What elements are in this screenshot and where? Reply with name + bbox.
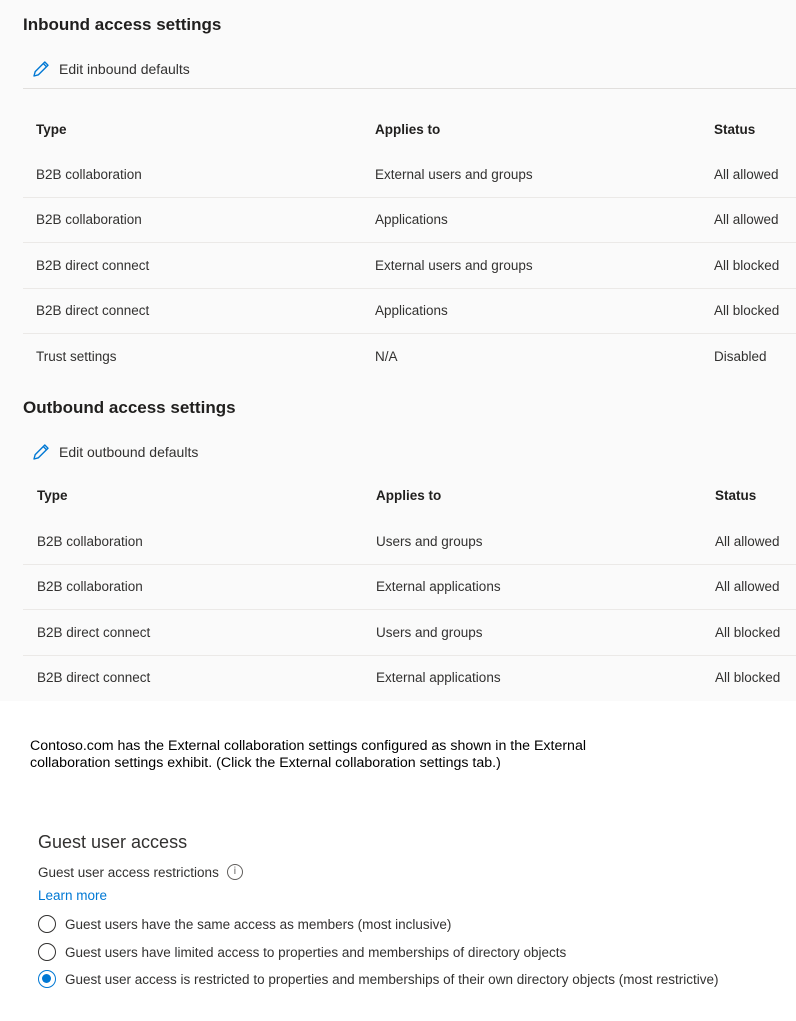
row-type: B2B collaboration (36, 167, 142, 182)
row-type: B2B direct connect (37, 670, 151, 685)
row-applies-to: Users and groups (376, 625, 483, 640)
column-header-type: Type (37, 488, 68, 503)
column-header-type: Type (36, 122, 67, 137)
column-header-applies-to: Applies to (376, 488, 442, 503)
exhibit-note: Contoso.com has the External collaboration settings configured as shown in the External collaboration settings exhibit. (Click the External collaboration settings tab.) (30, 738, 586, 771)
row-status: All blocked (714, 303, 780, 318)
info-icon[interactable]: i (227, 864, 243, 880)
table-row (23, 243, 796, 289)
pencil-icon (31, 442, 51, 462)
guest-access-restrictions-label: Guest user access restrictions (38, 864, 219, 880)
inbound-section-title: Inbound access settings (23, 15, 222, 34)
row-type: B2B direct connect (36, 303, 150, 318)
edit-outbound-label: Edit outbound defaults (59, 444, 199, 460)
table-row (23, 288, 796, 334)
row-type: B2B collaboration (37, 579, 143, 594)
row-status: All allowed (714, 212, 779, 227)
radio-button-selected[interactable] (38, 970, 56, 988)
row-applies-to: Applications (375, 212, 448, 227)
row-applies-to: External applications (376, 670, 501, 685)
row-status: All allowed (715, 579, 780, 594)
row-status: All blocked (715, 670, 781, 685)
divider (23, 88, 796, 89)
column-header-status: Status (715, 488, 757, 503)
learn-more-link[interactable]: Learn more (38, 888, 108, 903)
table-row (23, 152, 796, 198)
edit-inbound-label: Edit inbound defaults (59, 61, 190, 77)
row-applies-to: External users and groups (375, 167, 533, 182)
outbound-table-header (23, 473, 796, 518)
row-status: All blocked (714, 258, 780, 273)
row-status: All allowed (715, 534, 780, 549)
row-type: B2B collaboration (36, 212, 142, 227)
radio-option-same-access[interactable] (38, 915, 451, 933)
radio-option-restricted-access[interactable] (38, 970, 719, 988)
table-row (23, 564, 796, 610)
table-row (23, 197, 796, 243)
radio-button[interactable] (38, 915, 56, 933)
row-status: All allowed (714, 167, 779, 182)
row-applies-to: External applications (376, 579, 501, 594)
row-type: B2B direct connect (37, 625, 151, 640)
table-row (23, 334, 796, 379)
row-status: All blocked (715, 625, 781, 640)
row-status: Disabled (714, 349, 767, 364)
table-row (23, 655, 796, 700)
row-type: Trust settings (36, 349, 117, 364)
pencil-icon (31, 59, 51, 79)
outbound-section-title: Outbound access settings (23, 398, 236, 417)
column-header-applies-to: Applies to (375, 122, 441, 137)
row-type: B2B direct connect (36, 258, 150, 273)
inbound-table-header (23, 107, 796, 152)
guest-access-subtitle (38, 864, 243, 880)
row-applies-to: Applications (375, 303, 448, 318)
column-header-status: Status (714, 122, 756, 137)
table-row (23, 519, 796, 565)
radio-option-limited-access[interactable] (38, 943, 566, 961)
row-applies-to: External users and groups (375, 258, 533, 273)
guest-access-title: Guest user access (38, 832, 188, 852)
row-applies-to: N/A (375, 349, 398, 364)
row-applies-to: Users and groups (376, 534, 483, 549)
edit-inbound-defaults-button[interactable] (31, 59, 190, 79)
table-row (23, 610, 796, 656)
radio-label: Guest users have the same access as members (most inclusive) (65, 916, 452, 932)
radio-button[interactable] (38, 943, 56, 961)
edit-outbound-defaults-button[interactable] (31, 442, 198, 462)
radio-label: Guest user access is restricted to properties and memberships of their own directory objects (most restrictive) (65, 971, 719, 987)
radio-label: Guest users have limited access to properties and memberships of directory objects (65, 944, 567, 960)
row-type: B2B collaboration (37, 534, 143, 549)
